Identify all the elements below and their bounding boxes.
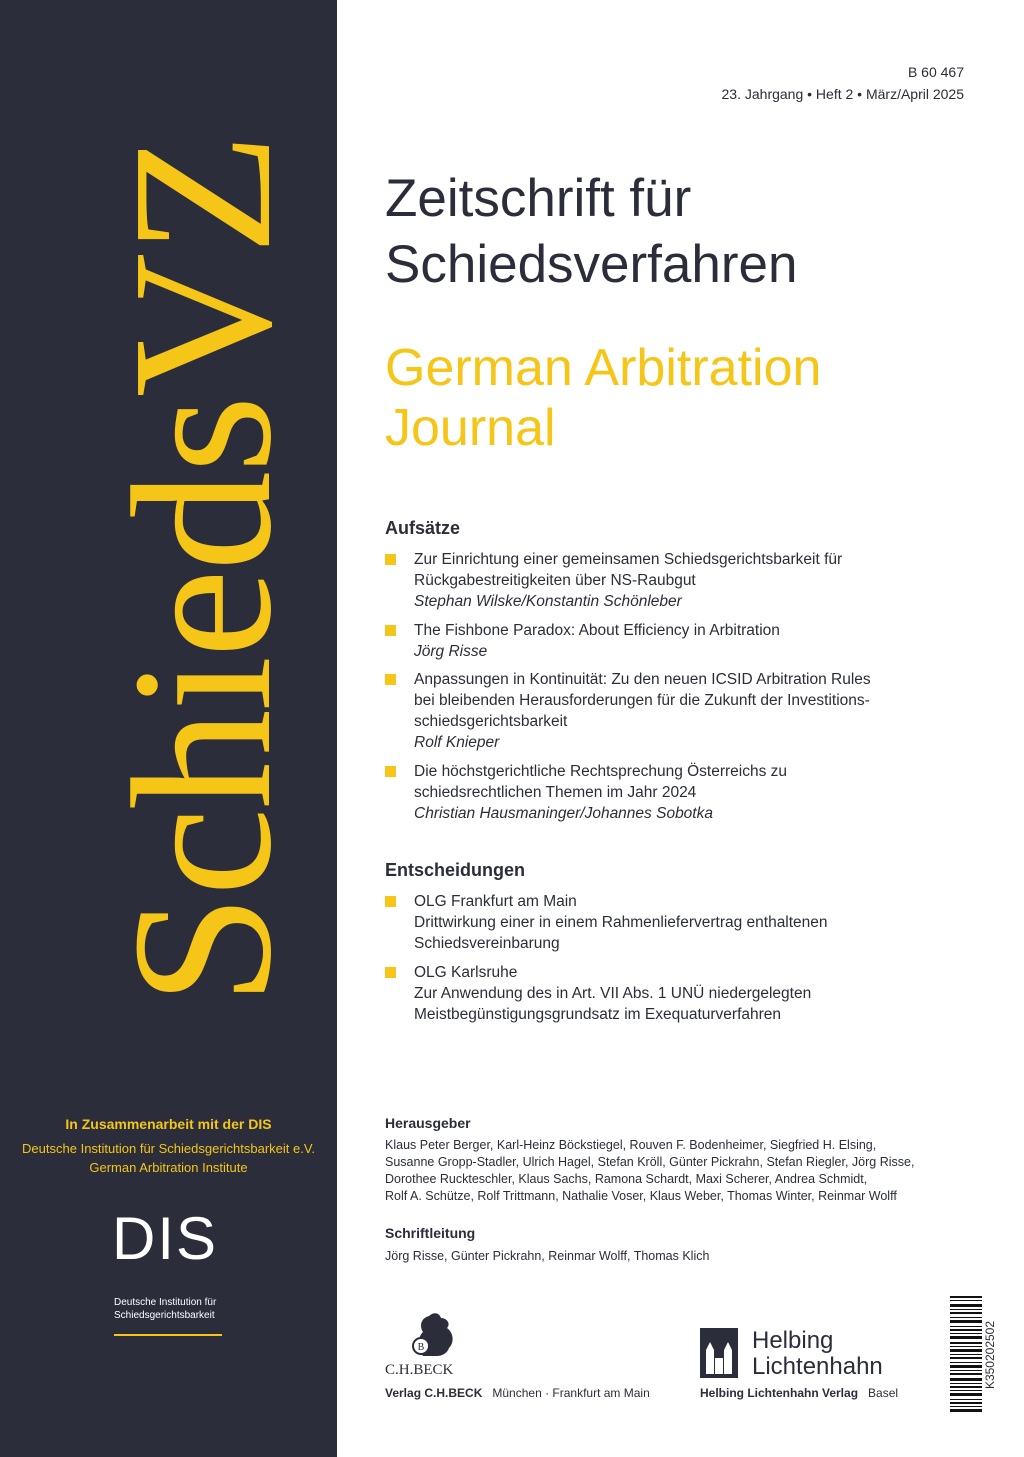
chbeck-logo-text: C.H.BECK (385, 1362, 454, 1378)
chbeck-logo (385, 1308, 485, 1380)
article-author: Rolf Knieper (414, 734, 500, 751)
article-author: Christian Hausmaninger/Johannes Sobotka (414, 805, 713, 822)
section-heading-entscheidungen: Entscheidungen (385, 860, 526, 880)
decision-item: OLG Frankfurt am Main Drittwirkung einer in einem Rahmenliefervertrag enthaltenen Schiedsvereinbarung (385, 891, 965, 954)
helbing-lichtenhahn-icon (700, 1328, 738, 1378)
issue-info: 23. Jahrgang • Heft 2 • März/April 2025 (721, 86, 964, 102)
article-item: The Fishbone Paradox: About Efficiency in Arbitration Jörg Risse (385, 620, 965, 662)
barcode (950, 1296, 982, 1414)
helbing-lichtenhahn-logo-text: Helbing Lichtenhahn (752, 1327, 883, 1380)
title-german: Zeitschrift für Schiedsverfahren (385, 169, 798, 294)
griffin-icon (403, 1308, 461, 1360)
bullet-square (385, 896, 396, 907)
section-heading-aufsaetze: Aufsätze (385, 518, 461, 538)
bullet-square (385, 766, 396, 777)
managing-editors-heading: Schriftleitung (385, 1225, 476, 1241)
dis-logo: DIS (112, 1205, 219, 1272)
bullet-square (385, 674, 396, 685)
bullet-square (385, 554, 396, 565)
article-item: Zur Einrichtung einer gemeinsamen Schiedsgerichtsbarkeit für Rückgabestreitigkeiten über NS-Raubgut Stephan Wilske/Konstantin Schönleber (385, 549, 965, 612)
article-author: Jörg Risse (414, 643, 488, 660)
cooperation-line-2: German Arbitration Institute (89, 1160, 248, 1175)
issn-code: B 60 467 (907, 64, 964, 80)
managing-editors-list: Jörg Risse, Günter Pickrahn, Reinmar Wolff, Thomas Klich (385, 1249, 710, 1263)
cooperation-line-1: Deutsche Institution für Schiedsgerichtsbarkeit e.V. (22, 1141, 315, 1156)
editors-heading: Herausgeber (385, 1115, 471, 1131)
bullet-square (385, 625, 396, 636)
article-author: Stephan Wilske/Konstantin Schönleber (414, 593, 682, 610)
publisher-chbeck: Verlag C.H.BECK München · Frankfurt am Main (385, 1386, 650, 1400)
svg-text:B: B (417, 1342, 425, 1353)
publisher-helbing: Helbing Lichtenhahn Verlag Basel (700, 1386, 899, 1400)
brand-title: SchiedsVZ (92, 134, 313, 1006)
cooperation-title: In Zusammenarbeit mit der DIS (65, 1116, 272, 1132)
title-english: German Arbitration Journal (385, 339, 822, 457)
decision-item: OLG Karlsruhe Zur Anwendung des in Art. VII Abs. 1 UNÜ niedergelegten Meistbegünstigungsgrundsatz im Exequaturverfahren (385, 962, 965, 1025)
dis-logo-subtitle: Deutsche Institution für Schiedsgerichtsbarkeit (114, 1297, 217, 1321)
bullet-square (385, 967, 396, 978)
editors-list: Klaus Peter Berger, Karl-Heinz Böckstiegel, Rouven F. Bodenheimer, Siegfried H. Elsing, Susanne Gropp-Stadler, Ulrich Hagel, Stefan Kröll, Günter Pickrahn, Stefan Riegler, Jörg Risse, Dorothee Ruckteschler, Klaus Sachs, Ramona Schardt, Maxi Scherer, Andrea Schmidt, Rolf A. Schütze, Rolf Trittmann, Nathalie Voser, Klaus Weber, Thomas Winter, Reinmar Wolff (385, 1138, 915, 1203)
article-item: Die höchstgerichtliche Rechtsprechung Österreichs zu schiedsrechtlichen Themen im Jahr 2024 Christian Hausmaninger/Johannes Sobotka (385, 761, 965, 824)
article-item: Anpassungen in Kontinuität: Zu den neuen ICSID Arbitration Rules bei bleibenden Herausforderungen für die Zukunft der Investitions- schiedsgerichtsbarkeit Rolf Knieper (385, 669, 965, 753)
dis-logo-rule (114, 1334, 222, 1336)
